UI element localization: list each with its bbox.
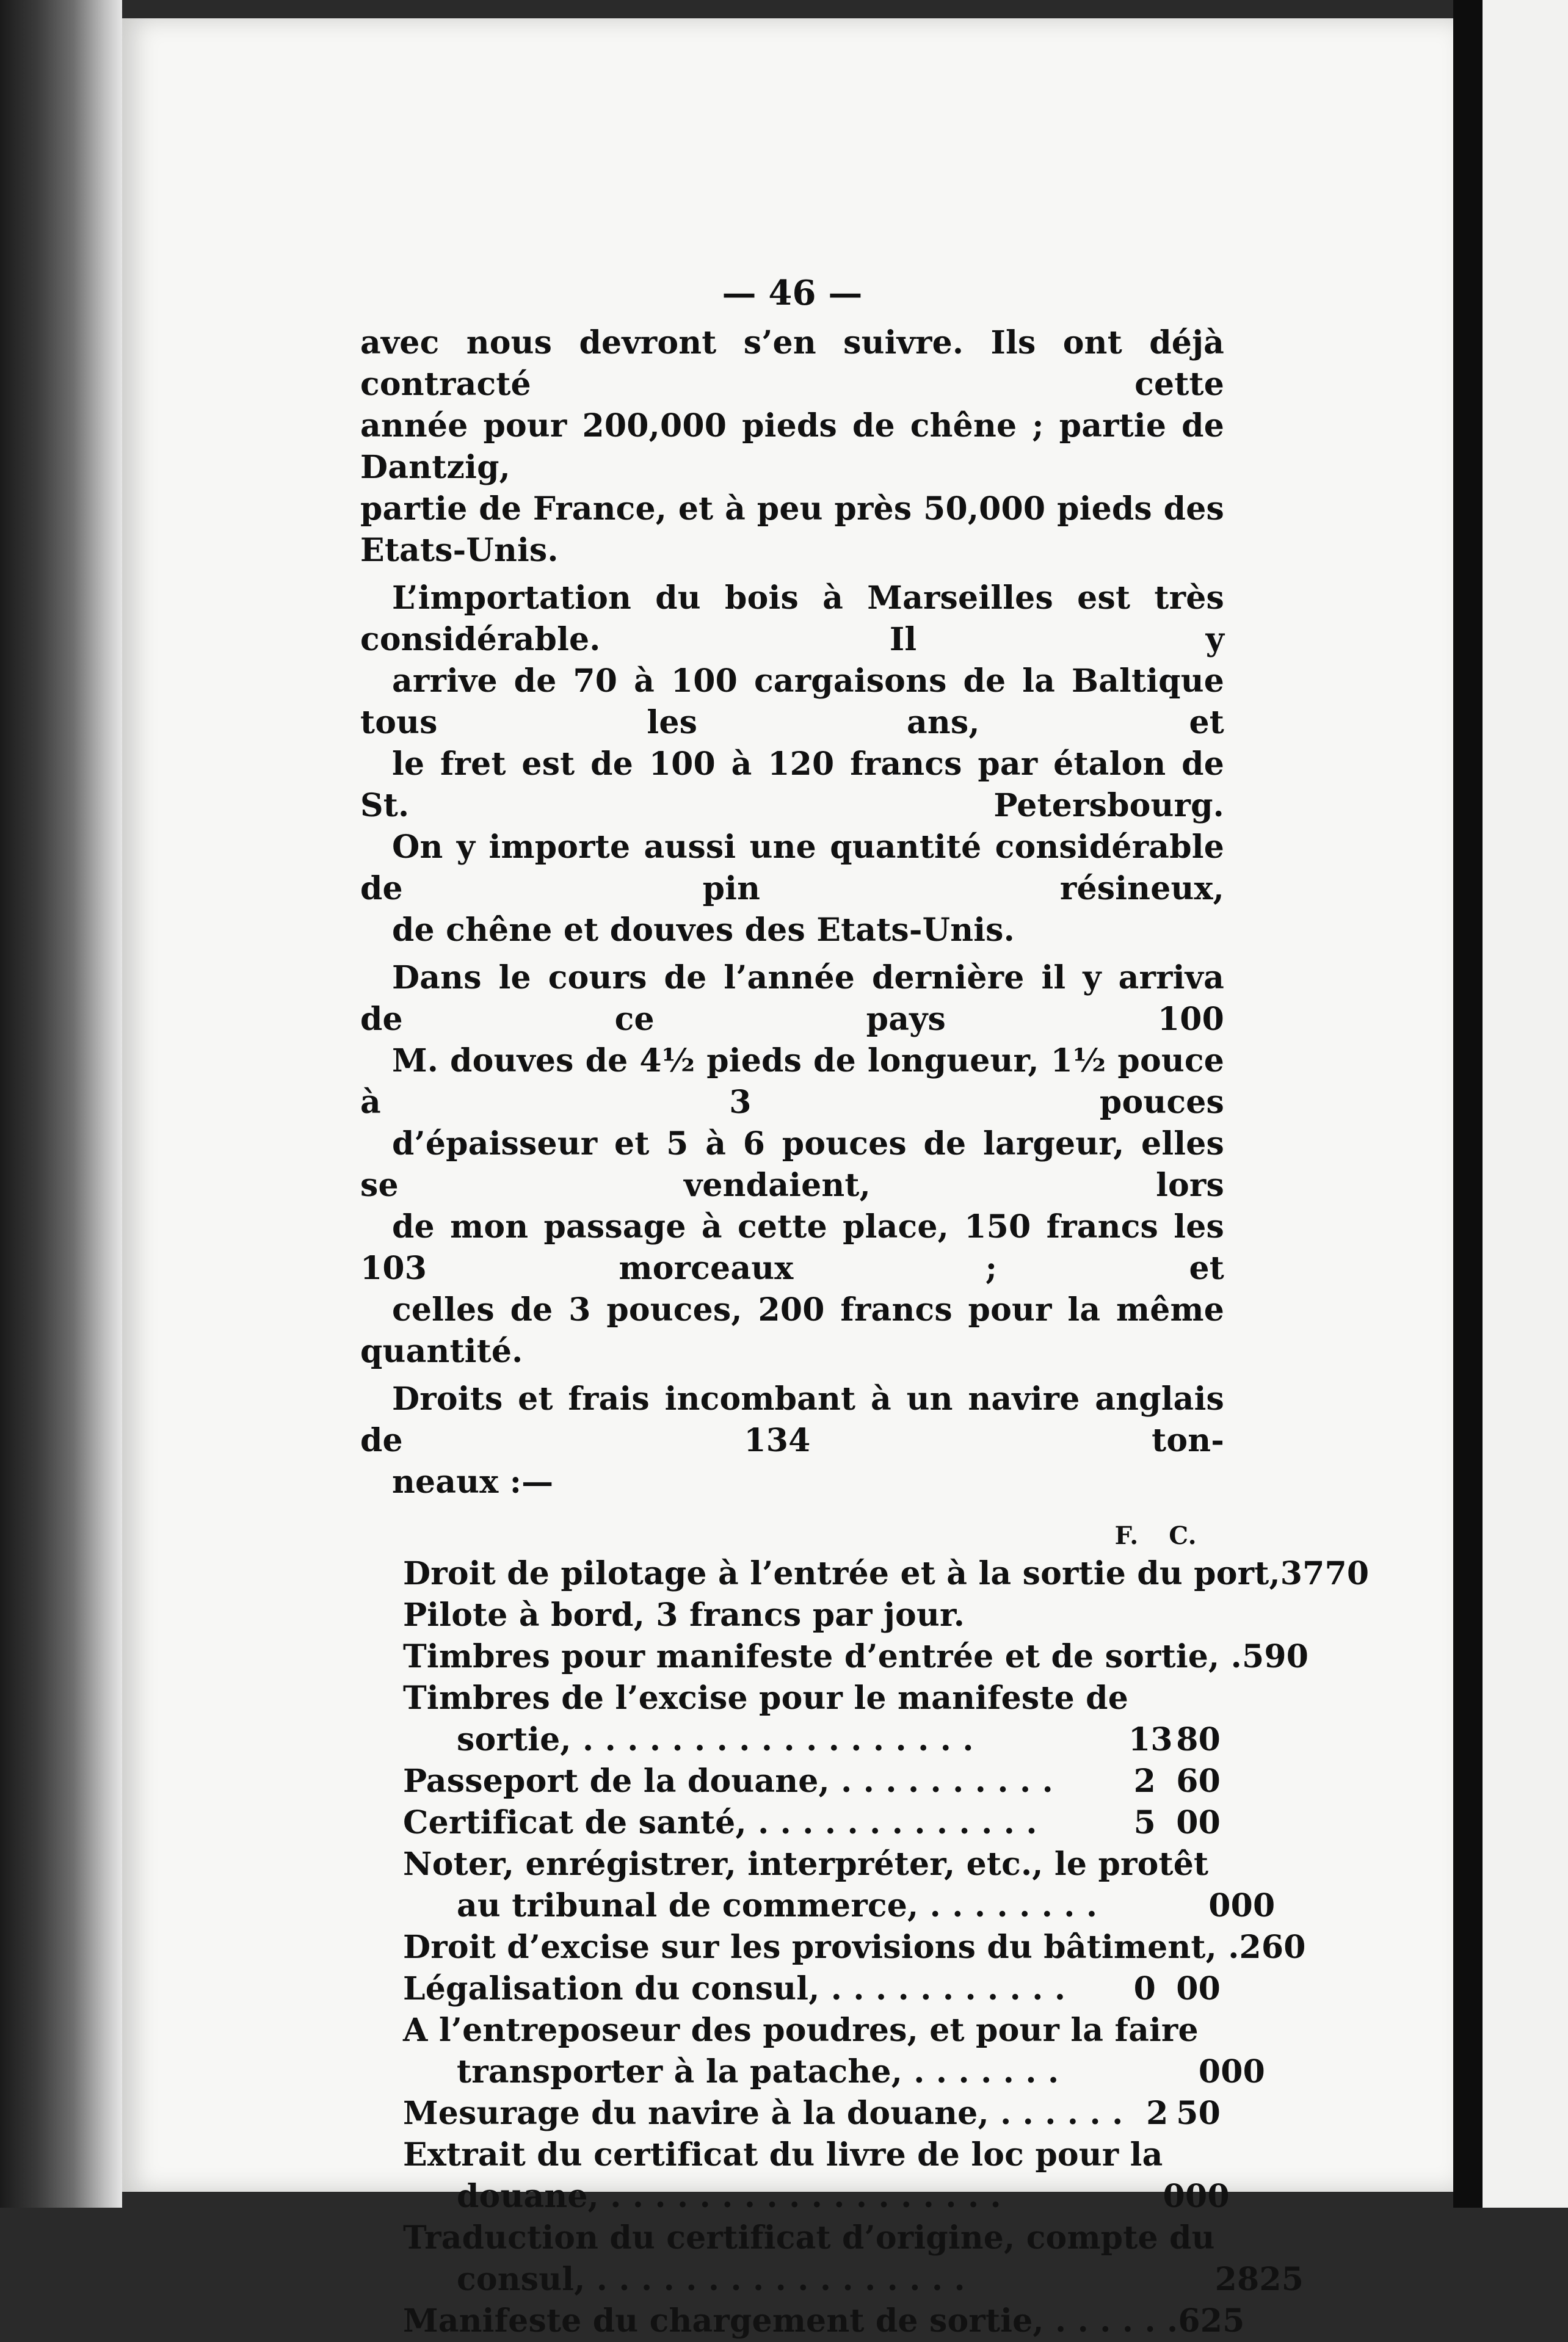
fee-centimes: 00 <box>1185 2178 1230 2215</box>
fee-label-line: douane, . . . . . . . . . . . . . . . . . . <box>457 2178 1001 2215</box>
fee-francs: 0 <box>1163 2178 1185 2215</box>
text-line: le fret est de 100 à 120 francs par étalon de St. Petersbourg. <box>360 745 1224 824</box>
text-line: M. douves de 4½ pieds de longueur, 1½ pouce à 3 pouces <box>360 1042 1224 1121</box>
fee-label <box>403 1761 1100 1802</box>
body-text <box>360 322 1224 1503</box>
fee-label <box>403 1678 1128 1761</box>
text-line: de chêne et douves des Etats-Unis. <box>392 912 1015 949</box>
fee-centimes: 60 <box>1176 1763 1221 1800</box>
fee-francs: 2 <box>1133 1763 1156 1800</box>
fee-centimes: 25 <box>1200 2302 1245 2340</box>
fee-label-line: Extrait du certificat du livre de loc pour la <box>403 2136 1163 2173</box>
text-line: avec nous devront s’en suivre. Ils ont déjà contracté cette <box>360 324 1224 403</box>
fee-francs: 6 <box>1178 2302 1200 2340</box>
fee-row <box>360 1968 1224 2010</box>
fee-centimes: 00 <box>1221 2053 1265 2090</box>
fee-francs: 2 <box>1146 2095 1169 2132</box>
text-line: de mon passage à cette place, 150 francs les 103 morceaux ; et <box>360 1208 1224 1287</box>
text-line: partie de France, et à peu près 50,000 pieds des Etats-Unis. <box>360 490 1224 569</box>
page-number: — 46 — <box>722 273 863 313</box>
text-line: arrive de 70 à 100 cargaisons de la Baltique tous les ans, et <box>360 662 1224 741</box>
text-line: L’importation du bois à Marseilles est très considérable. Il y <box>360 579 1224 658</box>
fee-label-line: Passeport de la douane, . . . . . . . . . . <box>403 1763 1053 1800</box>
paragraph <box>360 322 1224 571</box>
fee-francs: 0 <box>1133 1970 1156 2007</box>
fee-label-line: consul, . . . . . . . . . . . . . . . . . <box>457 2261 965 2298</box>
fee-centimes: 00 <box>1230 1887 1276 1924</box>
fee-francs: 5 <box>1241 1638 1265 1675</box>
fees-rows <box>360 1553 1370 2342</box>
fee-centimes: 00 <box>1176 1970 1221 2007</box>
fee-row <box>360 1761 1224 1802</box>
fees-table <box>360 1519 1370 2342</box>
fee-label <box>403 2010 1199 2093</box>
fee-label-line: transporter à la patache, . . . . . . . <box>457 2053 1059 2090</box>
fee-label-line: Timbres pour manifeste d’entrée et de sortie, . <box>403 1638 1242 1675</box>
header-francs: F. <box>1114 1521 1139 1550</box>
fee-centimes: 70 <box>1324 1555 1370 1592</box>
fee-row <box>360 2010 1265 2093</box>
fee-label-line: Traduction du certificat d’origine, compte du <box>403 2219 1215 2257</box>
fee-label-line: Droit d’excise sur les provisions du bâtiment, . <box>403 1929 1240 1966</box>
text-line: Droits et frais incombant à un navire anglais de 134 ton- <box>360 1380 1224 1459</box>
fee-label-line: Manifeste du chargement de sortie, . . . . . . <box>403 2302 1178 2340</box>
fee-label <box>403 2134 1163 2217</box>
scan-gutter <box>1453 0 1483 2208</box>
fee-label <box>403 1844 1208 1927</box>
fee-centimes: 90 <box>1264 1638 1309 1675</box>
paragraph <box>360 1379 1224 1503</box>
fee-label-line: Pilote à bord, 3 francs par jour. <box>403 1597 965 1634</box>
fee-row <box>360 1802 1224 1844</box>
paragraph <box>360 957 1224 1372</box>
text-line: année pour 200,000 pieds de chêne ; partie de Dantzig, <box>360 407 1224 486</box>
fee-label-line: Légalisation du consul, . . . . . . . . . . . <box>403 1970 1066 2007</box>
fee-label-line: sortie, . . . . . . . . . . . . . . . . . . <box>457 1721 974 1758</box>
fee-label <box>403 1802 1100 1844</box>
fee-label-line: Certificat de santé, . . . . . . . . . . . . . <box>403 1804 1037 1841</box>
fee-francs: 5 <box>1133 1804 1156 1841</box>
fee-centimes: 50 <box>1176 2095 1221 2132</box>
fee-row <box>360 2217 1304 2300</box>
fee-francs: 0 <box>1208 1887 1231 1924</box>
fee-francs: 37 <box>1280 1555 1325 1592</box>
fee-label-line: Mesurage du navire à la douane, . . . . . . <box>403 2095 1123 2132</box>
fee-row <box>360 2093 1224 2134</box>
fee-row <box>360 1636 1309 1678</box>
text-line: neaux :— <box>392 1463 554 1501</box>
fee-label <box>403 2093 1123 2134</box>
fee-centimes: 80 <box>1176 1721 1221 1758</box>
fee-francs: 13 <box>1128 1721 1173 1758</box>
fee-row <box>360 1844 1276 1927</box>
fee-label-line: au tribunal de commerce, . . . . . . . . <box>457 1887 1098 1924</box>
scan-left-edge <box>0 0 122 2208</box>
fee-label <box>403 1968 1100 2010</box>
fee-row <box>360 1678 1224 1761</box>
fee-label <box>403 2217 1215 2300</box>
fee-label <box>403 1636 1242 1678</box>
fee-label-line: Noter, enrégistrer, interpréter, etc., le protêt <box>403 1846 1209 1883</box>
page-content <box>360 269 1370 2342</box>
fee-row <box>360 1553 1370 1595</box>
fee-row <box>360 1927 1306 1968</box>
fee-label-line: Droit de pilotage à l’entrée et à la sortie du port, <box>403 1555 1280 1592</box>
fee-row <box>360 2300 1245 2342</box>
fee-francs: 28 <box>1214 2261 1260 2298</box>
text-line: d’épaisseur et 5 à 6 pouces de largeur, elles se vendaient, lors <box>360 1125 1224 1204</box>
text-line: Dans le cours de l’année dernière il y arriva de ce pays 100 <box>360 959 1224 1038</box>
fee-francs: 2 <box>1239 1929 1261 1966</box>
fee-label <box>403 1927 1240 1968</box>
text-line: On y importe aussi une quantité considérable de pin résineux, <box>360 828 1224 907</box>
header-centimes: C. <box>1169 1521 1197 1550</box>
fee-label-line: Timbres de l’excise pour le manifeste de <box>403 1680 1129 1717</box>
fee-francs: 0 <box>1198 2053 1221 2090</box>
fee-row <box>360 1595 1224 1636</box>
fee-label-line: A l’entreposeur des poudres, et pour la faire <box>403 2012 1199 2049</box>
fee-row <box>360 2134 1230 2217</box>
scan-right-edge <box>1483 0 1568 2208</box>
fee-centimes: 25 <box>1259 2261 1304 2298</box>
fee-centimes: 00 <box>1176 1804 1221 1841</box>
text-line: celles de 3 pouces, 200 francs pour la même quantité. <box>360 1291 1224 1370</box>
fee-label <box>403 1553 1280 1595</box>
fee-centimes: 60 <box>1261 1929 1306 1966</box>
fee-label <box>403 1595 1100 1636</box>
paragraph <box>360 578 1224 951</box>
fee-label <box>403 2300 1178 2342</box>
fees-header <box>360 1519 1224 1553</box>
